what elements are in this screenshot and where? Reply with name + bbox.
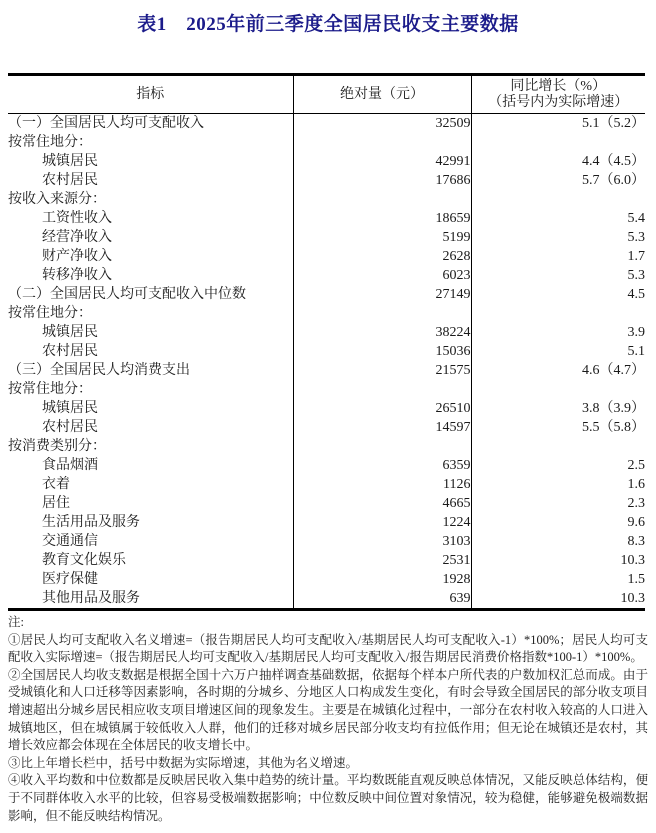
row-indicator-label: （二）全国居民人均可支配收入中位数: [8, 285, 293, 304]
income-expenditure-table: [8, 73, 645, 611]
row-growth-value: [471, 304, 645, 323]
row-growth-value: 3.8（3.9）: [582, 401, 645, 416]
row-growth-value: 3.9: [627, 325, 645, 340]
row-absolute-value: 1928: [293, 570, 471, 589]
table-row: [8, 570, 645, 589]
row-growth-value: 5.7（6.0）: [582, 173, 645, 188]
row-absolute-value: 17686: [293, 171, 471, 190]
row-growth-value: [471, 190, 645, 209]
row-absolute-value: 1224: [293, 513, 471, 532]
row-indicator-label: 财产净收入: [8, 247, 293, 266]
column-header-growth-line1: 同比增长（%）: [510, 78, 607, 94]
table-row: [8, 114, 645, 134]
row-absolute-value: [293, 437, 471, 456]
row-indicator-label: 工资性收入: [8, 209, 293, 228]
row-absolute-value: 2531: [293, 551, 471, 570]
row-growth-value: 9.6: [627, 515, 645, 530]
table-header-row: [8, 75, 645, 114]
table-row: [8, 532, 645, 551]
row-growth-value: 2.5: [627, 458, 645, 473]
row-absolute-value: 2628: [293, 247, 471, 266]
row-indicator-label: 城镇居民: [8, 152, 293, 171]
row-indicator-label: 按收入来源分：: [8, 190, 293, 209]
row-absolute-value: 639: [293, 589, 471, 610]
table-row: [8, 342, 645, 361]
row-growth-value: 1.5: [627, 572, 645, 587]
table-row: [8, 247, 645, 266]
row-indicator-label: （三）全国居民人均消费支出: [8, 361, 293, 380]
row-indicator-label: 衣着: [8, 475, 293, 494]
table-row: [8, 209, 645, 228]
row-absolute-value: 1126: [293, 475, 471, 494]
table-row: [8, 456, 645, 475]
row-growth-value: 1.7: [627, 249, 645, 264]
column-header-growth: [471, 75, 645, 114]
row-indicator-label: （一）全国居民人均可支配收入: [8, 114, 293, 134]
row-indicator-label: 教育文化娱乐: [8, 551, 293, 570]
row-growth-value: 2.3: [627, 496, 645, 511]
row-growth-value: [471, 437, 645, 456]
table-row: [8, 171, 645, 190]
row-absolute-value: 15036: [293, 342, 471, 361]
row-absolute-value: [293, 304, 471, 323]
table-row: [8, 437, 645, 456]
table-row: [8, 266, 645, 285]
table-row: [8, 418, 645, 437]
row-absolute-value: [293, 190, 471, 209]
row-growth-value: 5.3: [627, 268, 645, 283]
row-growth-value: 10.3: [620, 591, 645, 606]
row-absolute-value: 42991: [293, 152, 471, 171]
table-row: [8, 190, 645, 209]
column-header-growth-line2: （括号内为实际增速）: [488, 94, 629, 110]
note-item: ④收入平均数和中位数都是反映居民收入集中趋势的统计量。平均数既能直观反映总体情况，又能反映总体结构，便于不同群体收入水平的比较，但容易受极端数据影响；中位数反映中间位置对象情况，较为稳健，能够避免极端数据影响，但不能反映结构情况。: [8, 773, 648, 823]
row-indicator-label: 居住: [8, 494, 293, 513]
row-growth-value: 5.1（5.2）: [582, 116, 645, 131]
table-row: [8, 133, 645, 152]
row-indicator-label: 按常住地分：: [8, 304, 293, 323]
table-row: [8, 380, 645, 399]
row-growth-value: 4.5: [627, 287, 645, 302]
table-row: [8, 399, 645, 418]
row-absolute-value: 21575: [293, 361, 471, 380]
row-growth-value: 5.5（5.8）: [582, 420, 645, 435]
row-indicator-label: 城镇居民: [8, 323, 293, 342]
table-row: [8, 304, 645, 323]
notes-label: 注:: [8, 615, 24, 629]
row-indicator-label: 农村居民: [8, 342, 293, 361]
row-indicator-label: 医疗保健: [8, 570, 293, 589]
row-absolute-value: 4665: [293, 494, 471, 513]
column-header-absolute: 绝对量（元）: [293, 75, 471, 114]
row-indicator-label: 其他用品及服务: [8, 589, 293, 610]
row-indicator-label: 按常住地分：: [8, 133, 293, 152]
row-indicator-label: 交通通信: [8, 532, 293, 551]
row-indicator-label: 食品烟酒: [8, 456, 293, 475]
row-growth-value: 8.3: [627, 534, 645, 549]
row-indicator-label: 按常住地分：: [8, 380, 293, 399]
row-absolute-value: [293, 133, 471, 152]
row-indicator-label: 按消费类别分：: [8, 437, 293, 456]
note-item: ③比上年增长栏中，括号中数据为实际增速，其他为名义增速。: [8, 755, 359, 770]
notes-section: [8, 614, 648, 825]
page-title: 表1 2025年前三季度全国居民收支主要数据: [137, 14, 519, 35]
row-absolute-value: 3103: [293, 532, 471, 551]
row-absolute-value: 18659: [293, 209, 471, 228]
row-growth-value: 4.4（4.5）: [582, 154, 645, 169]
table-row: [8, 513, 645, 532]
row-indicator-label: 生活用品及服务: [8, 513, 293, 532]
row-indicator-label: 城镇居民: [8, 399, 293, 418]
table-row: [8, 228, 645, 247]
row-growth-value: 10.3: [620, 553, 645, 568]
row-growth-value: [471, 380, 645, 399]
row-growth-value: 4.6（4.7）: [582, 363, 645, 378]
note-item: ①居民人均可支配收入名义增速=（报告期居民人均可支配收入/基期居民人均可支配收入-1）*100%；居民人均可支配收入实际增速=（报告期居民人均可支配收入/基期居民人均可支配收入/报告期居民消费价格指数*100-1）*100%。: [8, 632, 648, 665]
table-row: [8, 323, 645, 342]
row-growth-value: [471, 133, 645, 152]
row-absolute-value: [293, 380, 471, 399]
table-body: [8, 114, 645, 610]
row-absolute-value: 38224: [293, 323, 471, 342]
row-indicator-label: 转移净收入: [8, 266, 293, 285]
table-row: [8, 285, 645, 304]
row-absolute-value: 5199: [293, 228, 471, 247]
table-row: [8, 494, 645, 513]
row-growth-value: 5.3: [627, 230, 645, 245]
notes-list: [8, 632, 648, 826]
column-header-indicator: 指标: [8, 75, 293, 114]
row-indicator-label: 农村居民: [8, 418, 293, 437]
row-absolute-value: 14597: [293, 418, 471, 437]
row-growth-value: 5.4: [627, 211, 645, 226]
note-item: ②全国居民人均收支数据是根据全国十六万户抽样调查基础数据，依据每个样本户所代表的户数加权汇总而成。由于受城镇化和人口迁移等因素影响，各时期的分城乡、分地区人口构成发生变化，有时会导致全国居民的部分收支项目增速超出分城乡居民相应收支项目增速区间的现象发生。主要是在城镇化过程中，一部分在农村收入较高的人口进入城镇地区，但在城镇属于较低收入人群，他们的迁移对城乡居民部分收支均有拉低作用；但无论在城镇还是农村，其增长效应都会体现在全体居民的收支增长中。: [8, 667, 648, 753]
row-absolute-value: 6359: [293, 456, 471, 475]
table-row: [8, 152, 645, 171]
row-absolute-value: 6023: [293, 266, 471, 285]
row-indicator-label: 农村居民: [8, 171, 293, 190]
table-row: [8, 551, 645, 570]
table-row: [8, 361, 645, 380]
row-absolute-value: 26510: [293, 399, 471, 418]
table-row: [8, 475, 645, 494]
table-row: [8, 589, 645, 610]
row-absolute-value: 27149: [293, 285, 471, 304]
row-indicator-label: 经营净收入: [8, 228, 293, 247]
row-growth-value: 5.1: [627, 344, 645, 359]
row-growth-value: 1.6: [627, 477, 645, 492]
row-absolute-value: 32509: [293, 114, 471, 134]
